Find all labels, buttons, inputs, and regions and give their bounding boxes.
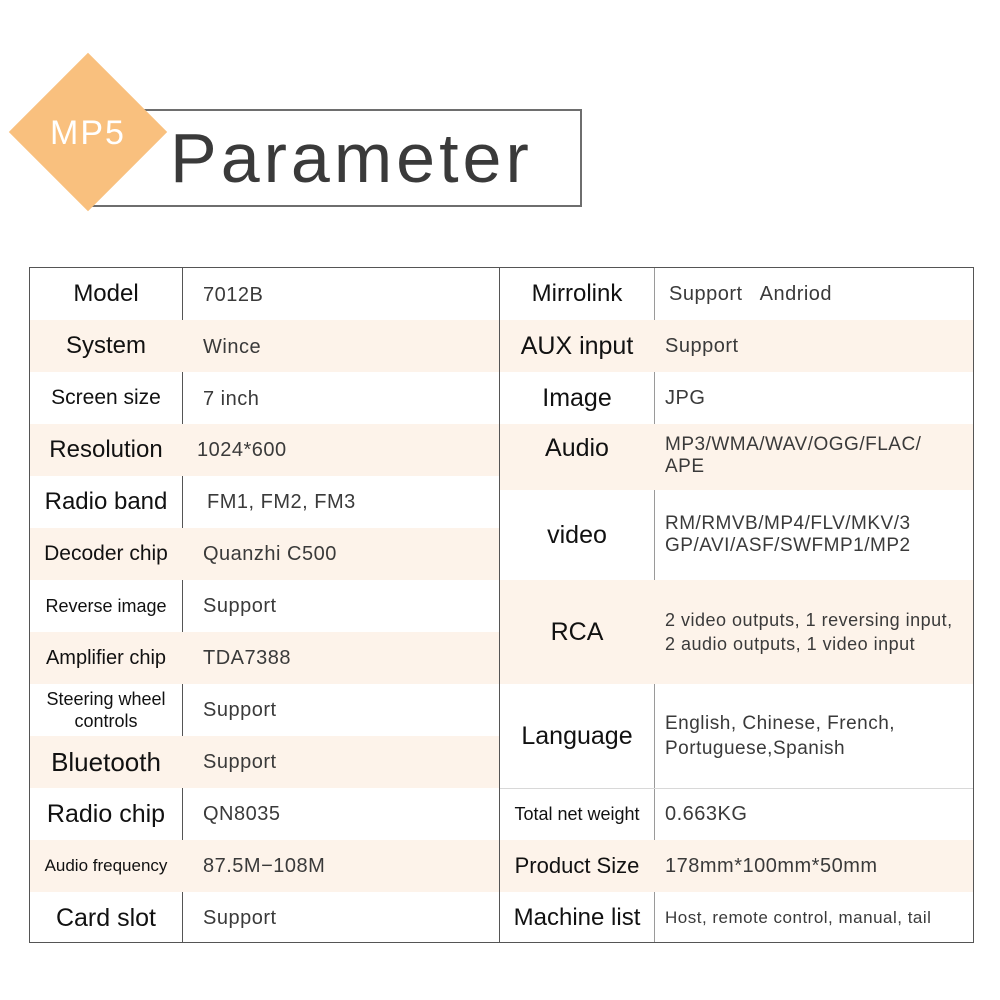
row-value-audio: MP3/WMA/WAV/OGG/FLAC/ APE xyxy=(665,434,922,477)
row-value-radio-chip: QN8035 xyxy=(203,802,281,825)
row-label-video: video xyxy=(547,520,607,549)
row-value-product-size: 178mm*100mm*50mm xyxy=(665,854,878,877)
row-value-video: RM/RMVB/MP4/FLV/MKV/3 GP/AVI/ASF/SWFMP1/MP2 xyxy=(665,513,911,556)
row-value-resolution: 1024*600 xyxy=(197,438,287,461)
row-label-bluetooth: Bluetooth xyxy=(51,746,161,777)
row-value-audio-frequency: 87.5M−108M xyxy=(203,854,326,877)
row-label-image: Image xyxy=(542,383,612,412)
row-value-model: 7012B xyxy=(203,284,264,306)
badge-label: MP5 xyxy=(50,113,126,152)
row-label-language: Language xyxy=(521,721,633,750)
row-value-steering-wheel-controls: Support xyxy=(203,698,277,721)
row-label-decoder-chip: Decoder chip xyxy=(44,542,168,565)
row-value-radio-band: FM1, FM2, FM3 xyxy=(207,490,356,513)
row-value-aux-input: Support xyxy=(665,334,739,357)
row-label-audio: Audio xyxy=(545,434,609,462)
row-value-screen-size: 7 inch xyxy=(203,388,260,410)
row-label-radio-band: Radio band xyxy=(44,488,168,515)
row-label-reverse-image: Reverse image xyxy=(45,595,167,616)
row-label-rca: RCA xyxy=(550,617,604,646)
row-value-machine-list: Host, remote control, manual, tail xyxy=(665,908,932,927)
row-label-mirrolink: Mirrolink xyxy=(531,280,623,307)
row-value-image: JPG xyxy=(665,386,706,409)
row-label-steering-wheel-controls: Steering wheel controls xyxy=(46,689,166,731)
row-label-resolution: Resolution xyxy=(49,436,163,463)
row-value-rca: 2 video outputs, 1 reversing input, 2 audio outputs, 1 video input xyxy=(665,610,953,654)
row-label-system: System xyxy=(65,332,146,359)
row-value-reverse-image: Support xyxy=(203,594,277,617)
row-value-decoder-chip: Quanzhi C500 xyxy=(203,542,337,565)
row-label-machine-list: Machine list xyxy=(513,904,641,931)
row-value-system: Wince xyxy=(203,336,262,358)
parameter-table xyxy=(29,267,974,943)
row-label-radio-chip: Radio chip xyxy=(46,799,166,828)
row-value-card-slot: Support xyxy=(203,906,277,929)
row-label-audio-frequency: Audio frequency xyxy=(44,856,168,875)
row-value-total-net-weight: 0.663KG xyxy=(665,802,748,825)
row-label-total-net-weight: Total net weight xyxy=(514,803,640,824)
row-label-screen-size: Screen size xyxy=(51,386,161,409)
mp5-badge xyxy=(8,52,168,212)
row-label-aux-input: AUX input xyxy=(520,331,634,360)
row-label-amplifier-chip: Amplifier chip xyxy=(45,646,167,669)
row-label-card-slot: Card slot xyxy=(55,903,157,932)
row-value-language: English, Chinese, French, Portuguese,Spanish xyxy=(665,713,896,759)
row-label-product-size: Product Size xyxy=(514,853,640,878)
row-value-mirrolink: Support Andriod xyxy=(669,282,833,305)
row-value-bluetooth: Support xyxy=(203,750,277,773)
page-title: Parameter xyxy=(170,119,533,197)
row-label-model: Model xyxy=(73,280,139,307)
row-value-amplifier-chip: TDA7388 xyxy=(203,646,291,669)
